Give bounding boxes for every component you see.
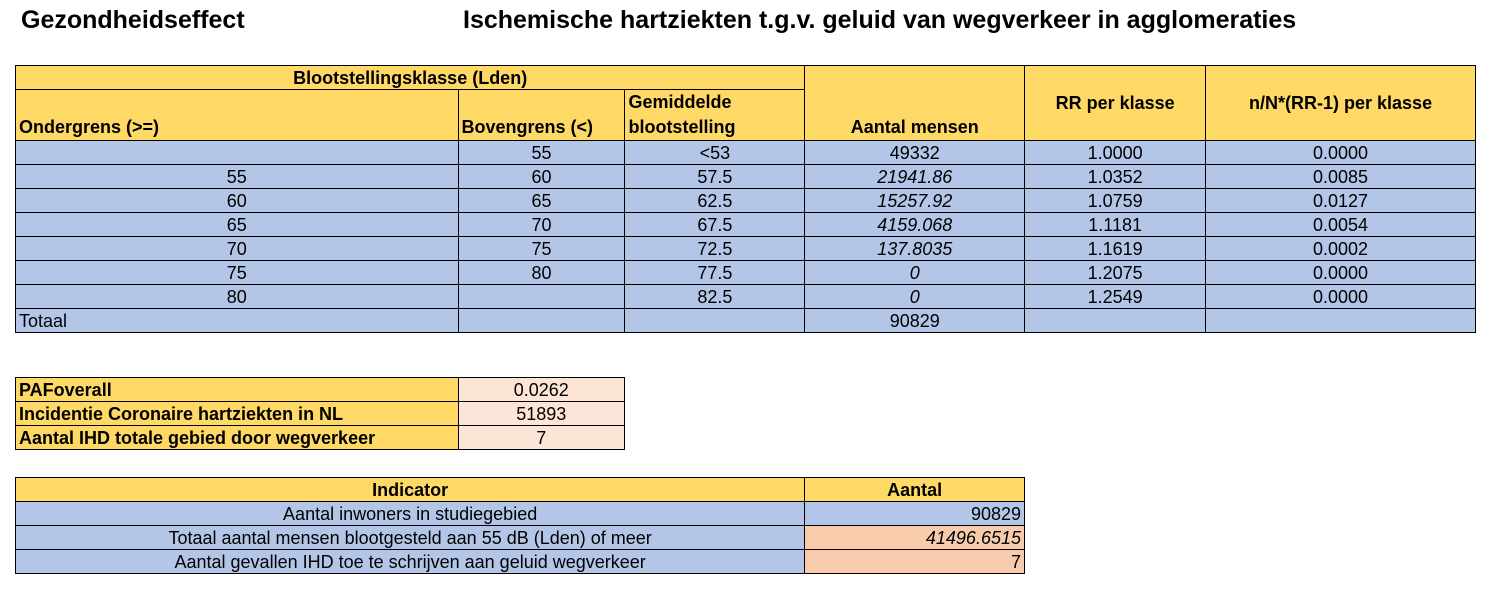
nn-cell[interactable]: 0.0000 [1206, 285, 1476, 309]
header-mean-line1: Gemiddelde [628, 92, 732, 112]
header-nn[interactable]: n/N*(RR-1) per klasse [1206, 66, 1476, 141]
lower-bound-cell[interactable]: 65 [16, 213, 459, 237]
nn-cell[interactable]: 0.0000 [1206, 141, 1476, 165]
upper-bound-cell[interactable]: 75 [458, 237, 625, 261]
exposure-row [16, 237, 1476, 261]
indicator-label-cell[interactable]: Aantal inwoners in studiegebied [16, 502, 805, 526]
paf-row [16, 378, 625, 402]
indicator-table [15, 477, 1025, 574]
rr-cell[interactable]: 1.1619 [1025, 237, 1206, 261]
people-count-cell[interactable]: 0 [805, 285, 1025, 309]
mean-exposure-cell[interactable]: 82.5 [625, 285, 805, 309]
indicator-value-cell[interactable]: 90829 [805, 502, 1025, 526]
indicator-header-row [16, 478, 1025, 502]
exposure-row [16, 261, 1476, 285]
total-mean-cell[interactable] [625, 309, 805, 333]
indicator-value-cell[interactable]: 7 [805, 550, 1025, 574]
exposure-body [16, 141, 1476, 309]
paf-value-cell[interactable]: 0.0262 [458, 378, 624, 402]
people-count-cell[interactable]: 21941.86 [805, 165, 1025, 189]
lower-bound-cell[interactable]: 75 [16, 261, 459, 285]
section-title: Gezondheidseffect [21, 6, 245, 34]
total-label[interactable]: Totaal [16, 309, 459, 333]
lower-bound-cell[interactable] [16, 141, 459, 165]
nn-cell[interactable]: 0.0085 [1206, 165, 1476, 189]
lower-bound-cell[interactable]: 70 [16, 237, 459, 261]
total-rr-cell[interactable] [1025, 309, 1206, 333]
lower-bound-cell[interactable]: 60 [16, 189, 459, 213]
rr-cell[interactable]: 1.0352 [1025, 165, 1206, 189]
people-count-cell[interactable]: 15257.92 [805, 189, 1025, 213]
paf-label-cell[interactable]: Incidentie Coronaire hartziekten in NL [16, 402, 459, 426]
header-lower[interactable]: Ondergrens (>=) [16, 90, 459, 141]
rr-cell[interactable]: 1.2075 [1025, 261, 1206, 285]
mean-exposure-cell[interactable]: 62.5 [625, 189, 805, 213]
exposure-row [16, 141, 1476, 165]
paf-value-cell[interactable]: 7 [458, 426, 624, 450]
upper-bound-cell[interactable]: 80 [458, 261, 625, 285]
lower-bound-cell[interactable]: 80 [16, 285, 459, 309]
header-upper[interactable]: Bovengrens (<) [458, 90, 625, 141]
paf-row [16, 402, 625, 426]
indicator-header-value[interactable]: Aantal [805, 478, 1025, 502]
mean-exposure-cell[interactable]: 72.5 [625, 237, 805, 261]
header-people[interactable]: Aantal mensen [805, 66, 1025, 141]
total-people[interactable]: 90829 [805, 309, 1025, 333]
exposure-row [16, 189, 1476, 213]
paf-label-cell[interactable]: PAFoverall [16, 378, 459, 402]
people-count-cell[interactable]: 0 [805, 261, 1025, 285]
total-upper-cell[interactable] [458, 309, 625, 333]
indicator-label-cell[interactable]: Aantal gevallen IHD toe te schrijven aan geluid wegverkeer [16, 550, 805, 574]
nn-cell[interactable]: 0.0127 [1206, 189, 1476, 213]
rr-cell[interactable]: 1.2549 [1025, 285, 1206, 309]
exposure-total-row [16, 309, 1476, 333]
upper-bound-cell[interactable]: 60 [458, 165, 625, 189]
exposure-row [16, 213, 1476, 237]
paf-label-cell[interactable]: Aantal IHD totale gebied door wegverkeer [16, 426, 459, 450]
indicator-label-cell[interactable]: Totaal aantal mensen blootgesteld aan 55 dB (Lden) of meer [16, 526, 805, 550]
total-nn-cell[interactable] [1206, 309, 1476, 333]
indicator-body [16, 502, 1025, 574]
indicator-row [16, 550, 1025, 574]
nn-cell[interactable]: 0.0000 [1206, 261, 1476, 285]
rr-cell[interactable]: 1.1181 [1025, 213, 1206, 237]
mean-exposure-cell[interactable]: 57.5 [625, 165, 805, 189]
nn-cell[interactable]: 0.0054 [1206, 213, 1476, 237]
header-mean-line2: blootstelling [628, 117, 736, 137]
mean-exposure-cell[interactable]: 77.5 [625, 261, 805, 285]
header-rr[interactable]: RR per klasse [1025, 66, 1206, 141]
lower-bound-cell[interactable]: 55 [16, 165, 459, 189]
exposure-row [16, 165, 1476, 189]
mean-exposure-cell[interactable]: 67.5 [625, 213, 805, 237]
rr-cell[interactable]: 1.0759 [1025, 189, 1206, 213]
paf-row [16, 426, 625, 450]
upper-bound-cell[interactable]: 65 [458, 189, 625, 213]
exposure-table [15, 65, 1476, 333]
mean-exposure-cell[interactable]: <53 [625, 141, 805, 165]
paf-body [16, 378, 625, 450]
upper-bound-cell[interactable] [458, 285, 625, 309]
people-count-cell[interactable]: 137.8035 [805, 237, 1025, 261]
header-mean[interactable] [625, 90, 805, 141]
exposure-group-header-row [16, 66, 1476, 90]
paf-table [15, 377, 625, 450]
nn-cell[interactable]: 0.0002 [1206, 237, 1476, 261]
indicator-row [16, 526, 1025, 550]
indicator-row [16, 502, 1025, 526]
indicator-header-label[interactable]: Indicator [16, 478, 805, 502]
sheet-title: Ischemische hartziekten t.g.v. geluid van wegverkeer in agglomeraties [463, 6, 1297, 34]
upper-bound-cell[interactable]: 55 [458, 141, 625, 165]
indicator-value-cell[interactable]: 41496.6515 [805, 526, 1025, 550]
paf-value-cell[interactable]: 51893 [458, 402, 624, 426]
rr-cell[interactable]: 1.0000 [1025, 141, 1206, 165]
exposure-group-header[interactable]: Blootstellingsklasse (Lden) [16, 66, 805, 90]
exposure-row [16, 285, 1476, 309]
people-count-cell[interactable]: 49332 [805, 141, 1025, 165]
upper-bound-cell[interactable]: 70 [458, 213, 625, 237]
people-count-cell[interactable]: 4159.068 [805, 213, 1025, 237]
